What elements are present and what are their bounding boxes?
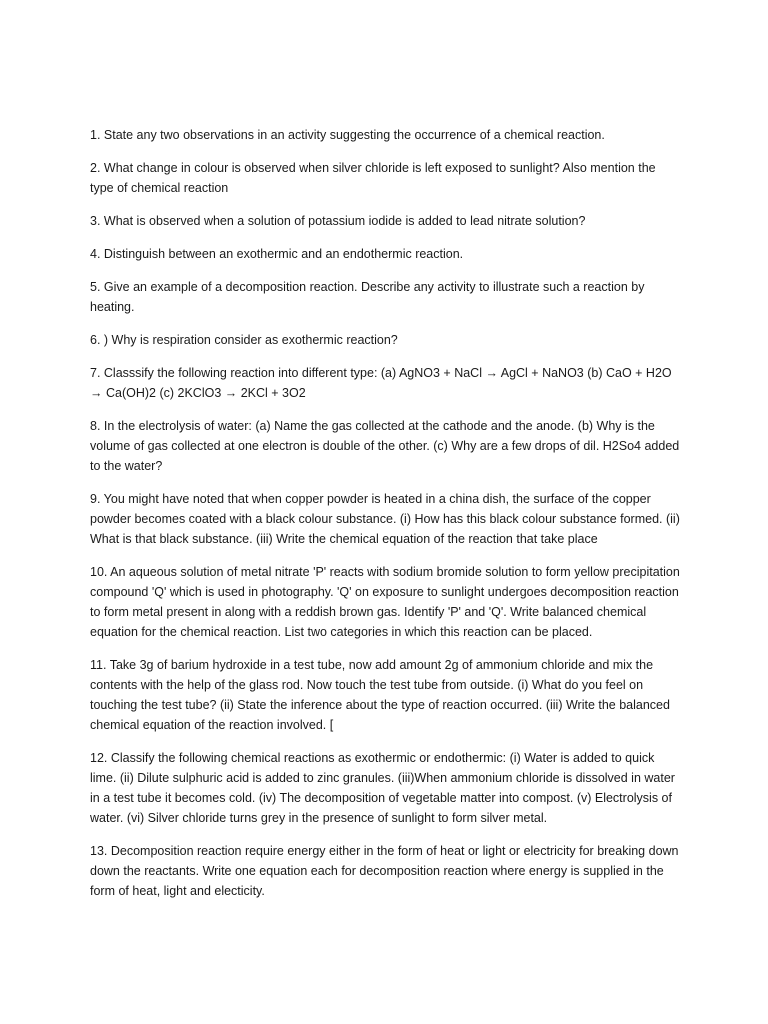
question-9: 9. You might have noted that when copper powder is heated in a china dish, the surface of the copper powder becomes coated with a black colour substance. (i) How has this black colour substance formed. (ii) What is that black substance. (iii) Write the chemical equation of the reaction that take place (90, 492, 680, 546)
question-1: 1. State any two observations in an activity suggesting the occurrence of a chemical reaction. (90, 128, 605, 142)
question-4: 4. Distinguish between an exothermic and an endothermic reaction. (90, 247, 464, 261)
question-13: 13. Decomposition reaction require energy either in the form of heat or light or electricity for breaking down down the reactants. Write one equation each for decomposition reaction where energy is supplied in the form of heat, light and electicity. (90, 844, 679, 898)
question-2: 2. What change in colour is observed when silver chloride is left exposed to sunlight? Also mention the type of chemical reaction (90, 161, 656, 195)
question-7: 7. Classsify the following reaction into different type: (a) AgNO3 + NaCl → AgCl + NaNO3 (b) CaO + H2O → Ca(OH)2 (c) 2KClO3 → 2KCl + 3O2 (90, 366, 672, 400)
question-5: 5. Give an example of a decomposition reaction. Describe any activity to illustrate such a reaction by heating. (90, 280, 645, 314)
question-10: 10. An aqueous solution of metal nitrate 'P' reacts with sodium bromide solution to form yellow precipitation compound 'Q' which is used in photography. 'Q' on exposure to sunlight undergoes decomposition reaction to form metal present in along with a reddish brown gas. Identify 'P' and 'Q'. Write balanced chemical equation for the chemical reaction. List two categories in which this reaction can be placed. (90, 565, 680, 639)
question-12: 12. Classify the following chemical reactions as exothermic or endothermic: (i) Water is added to quick lime. (ii) Dilute sulphuric acid is added to zinc granules. (iii)When ammonium chloride is dissolved in water in a test tube it becomes cold. (iv) The decomposition of vegetable matter into compost. (v) Electrolysis of water. (vi) Silver chloride turns grey in the presence of sunlight to form silver metal. (90, 751, 675, 825)
question-6: 6. ) Why is respiration consider as exothermic reaction? (90, 333, 398, 347)
document-page (90, 125, 682, 914)
question-11: 11. Take 3g of barium hydroxide in a test tube, now add amount 2g of ammonium chloride and mix the contents with the help of the glass rod. Now touch the test tube from outside. (i) What do you feel on touching the test tube? (ii) State the inference about the type of reaction occurred. (iii) Write the balanced chemical equation of the reaction involved. [ (90, 658, 670, 732)
question-3: 3. What is observed when a solution of potassium iodide is added to lead nitrate solution? (90, 214, 586, 228)
question-8: 8. In the electrolysis of water: (a) Name the gas collected at the cathode and the anode. (b) Why is the volume of gas collected at one electron is double of the other. (c) Why are a few drops of dil. H2So4 added to the water? (90, 419, 680, 473)
